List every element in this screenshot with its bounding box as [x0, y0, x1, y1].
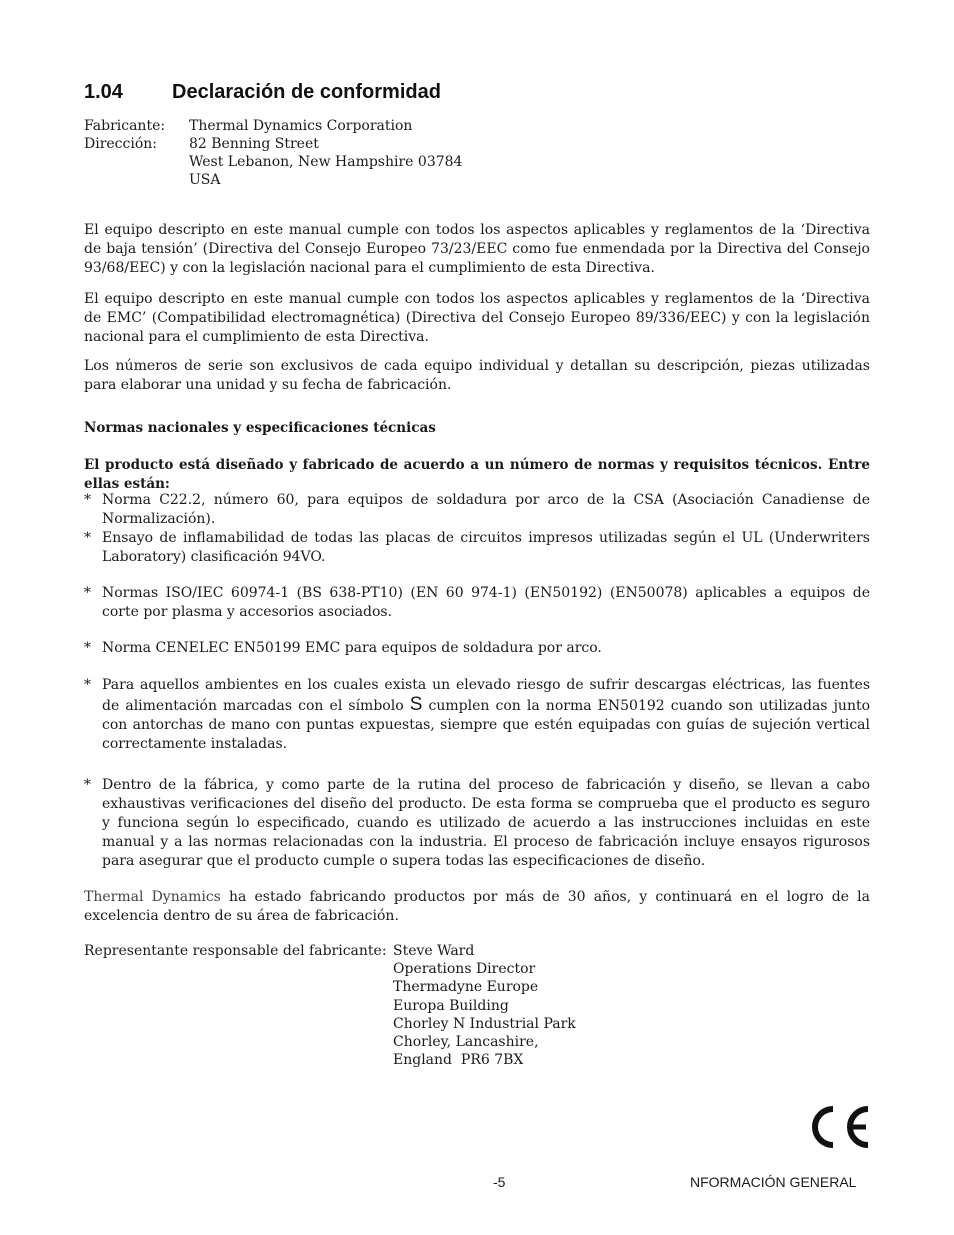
- section-number: 1.04: [84, 81, 123, 103]
- manufacturer-label: Fabricante:: [84, 118, 166, 134]
- bullet-marker: *: [84, 677, 91, 693]
- representative-line: England PR6 7BX: [393, 1052, 524, 1069]
- bullet-marker: *: [84, 640, 91, 656]
- safety-symbol: S: [409, 694, 423, 715]
- bullet-text-part: Para aquellos ambientes en los cuales exista un elevado riesgo de sufrir descargas eléctricas, las fuentes de alimentación marcadas con el símbolo: [102, 677, 870, 714]
- representative-line: Operations Director: [393, 961, 536, 978]
- bullet-item: [84, 491, 870, 529]
- bullet-marker: *: [84, 492, 91, 508]
- bullet-marker: *: [84, 530, 91, 546]
- closing-paragraph: [84, 888, 870, 926]
- representative-line: Chorley, Lancashire,: [393, 1034, 539, 1051]
- bullet-item: [84, 529, 870, 567]
- page-number: -5: [493, 1174, 506, 1190]
- representative-line: Steve Ward: [393, 943, 475, 959]
- representative-line: Europa Building: [393, 997, 509, 1014]
- representative-label: Representante responsable del fabricante:: [84, 943, 387, 959]
- bullet-item: [84, 776, 870, 871]
- bullet-text: Dentro de la fábrica, y como parte de la rutina del proceso de fabricación y diseño, se llevan a cabo exhaustivas verificaciones del diseño del producto. De esta forma se comprueba que el producto es seguro y funciona según lo especificado, cuando es utilizado de acuerdo a las instrucciones incluidas en este manual y a las normas relacionadas con la industria. El proceso de fabricación incluye ensayos rigurosos para asegurar que el producto cumple o supera todas las especificaciones de diseño.: [102, 777, 870, 869]
- address-line: 82 Benning Street: [189, 136, 319, 152]
- bullet-item: [84, 676, 870, 754]
- section-heading: [84, 81, 441, 104]
- manufacturer-name: Thermal Dynamics Corporation: [189, 118, 413, 134]
- address-line: USA: [189, 172, 221, 188]
- company-name: Thermal Dynamics: [84, 889, 221, 905]
- bullet-marker: *: [84, 585, 91, 601]
- paragraph-emc: El equipo descripto en este manual cumple con todos los aspectos aplicables y reglamentos de la ‘Directiva de EMC’ (Compatibilidad electromagnética) (Directiva del Consejo Europeo 89/336/EEC) y con la legislación nacional para el cumplimiento de esta Directiva.: [84, 291, 870, 345]
- bullet-item: [84, 584, 870, 622]
- manufacturer-block: [84, 117, 462, 189]
- address-label: Dirección:: [84, 136, 158, 152]
- paragraph-low-voltage: El equipo descripto en este manual cumple con todos los aspectos aplicables y reglamentos de la ‘Directiva de baja tensión’ (Directiva del Consejo Europeo 73/23/EEC como fue enmendada por la Directiva del Consejo 93/68/EEC) y con la legislación nacional para el cumplimiento de esta Directiva.: [84, 222, 870, 276]
- standards-heading: Normas nacionales y especificaciones técnicas: [84, 420, 436, 436]
- bullet-text: [102, 676, 870, 754]
- bullet-text: Ensayo de inflamabilidad de todas las placas de circuitos impresos utilizadas según el UL (Underwriters Laboratory) clasificación 94VO.: [102, 530, 870, 565]
- bullet-text: Norma CENELEC EN50199 EMC para equipos de soldadura por arco.: [102, 640, 602, 656]
- address-line: West Lebanon, New Hampshire 03784: [189, 154, 463, 170]
- ce-mark-icon: [806, 1103, 870, 1151]
- bullet-marker: *: [84, 777, 91, 793]
- bullet-item: [84, 639, 870, 658]
- bullet-text: Norma C22.2, número 60, para equipos de soldadura por arco de la CSA (Asociación Canadiense de Normalización).: [102, 492, 870, 527]
- standards-intro: El producto está diseñado y fabricado de acuerdo a un número de normas y requisitos técnicos. Entre ellas están:: [84, 457, 870, 492]
- bullet-text-part: cumplen con la norma EN50192 cuando son utilizadas junto con antorchas de mano con puntas expuestas, siempre que estén equipadas con guías de sujeción vertical correctamente instaladas.: [102, 698, 871, 752]
- representative-line: Thermadyne Europe: [393, 979, 539, 996]
- footer-section-title: NFORMACIÓN GENERAL: [690, 1174, 857, 1190]
- paragraph-serial-numbers: Los números de serie son exclusivos de cada equipo individual y detallan su descripción, piezas utilizadas para elaborar una unidad y su fecha de fabricación.: [84, 358, 870, 393]
- section-title: Declaración de conformidad: [172, 81, 441, 103]
- closing-text: ha estado fabricando productos por más de 30 años, y continuará en el logro de la excelencia dentro de su área de fabricación.: [84, 889, 870, 924]
- representative-line: Chorley N Industrial Park: [393, 1015, 576, 1032]
- bullet-text: Normas ISO/IEC 60974-1 (BS 638-PT10) (EN 60 974-1) (EN50192) (EN50078) aplicables a equipos de corte por plasma y accesorios asociados.: [102, 585, 870, 620]
